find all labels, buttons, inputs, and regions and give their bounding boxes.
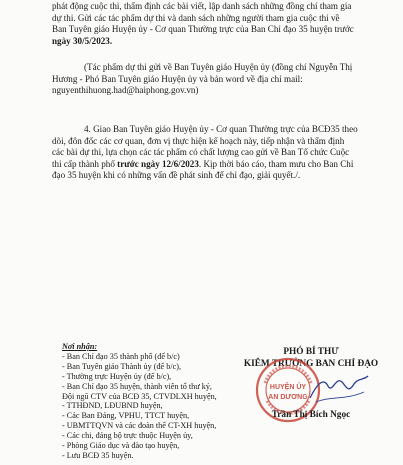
recipient-item: - UBMTTQVN và các đoàn thể CT-XH huyện, (62, 421, 217, 431)
recipient-item: - TTHĐND, LĐUBND huyện, (62, 401, 163, 411)
item4-paragraph (0, 124, 403, 182)
recipient-item: - Phòng Giáo dục và đào tạo huyện, (62, 441, 180, 451)
intro-deadline: ngày 30/5/2023. (52, 35, 113, 46)
contact-email-link[interactable]: nguyenthihuong.had@haiphong.gov.vn) (52, 85, 199, 96)
recipient-item: - Các chi, đảng bộ trực thuộc Huyện ủy, (62, 431, 193, 441)
svg-text:AN DƯƠNG: AN DƯƠNG (268, 394, 308, 401)
recipient-item: Đội ngũ CTV của BCĐ 35, CTVDLXH huyện, (62, 391, 217, 401)
signer-position: PHÓ BÍ THƯ (283, 347, 339, 357)
item4-line-4-pre: thi cấp thành phố (52, 158, 118, 169)
recipient-item: - Thường trực Huyện ủy (để b/c), (62, 371, 172, 381)
intro-paragraph (0, 1, 403, 47)
recipients-title: Nơi nhận: (62, 342, 98, 351)
recipient-item: - Các Ban Đảng, VPHU, TTCT huyện, (62, 411, 190, 421)
recipient-item: - Ban Chỉ đạo 35 thành phố (để b/c) (62, 351, 180, 361)
svg-text:HUYỆN ỦY: HUYỆN ỦY (269, 384, 307, 391)
item4-deadline: trước ngày 12/6/2023 (117, 158, 199, 169)
item4-line-1: 4. Giao Ban Tuyên giáo Huyện ủy - Cơ quan Thường trực của BCĐ35 theo (84, 124, 358, 134)
contact-line-2: Hương - Phó Ban Tuyên giáo Huyện ủy và bản word về địa chỉ mail: (52, 73, 303, 84)
item4-line-4-post: . Kịp thời báo cáo, tham mưu cho Ban Chỉ (198, 158, 354, 169)
recipient-item: - Lưu BCĐ 35 huyện. (62, 450, 134, 460)
recipient-item: - Ban Tuyên giáo Thành ủy (để b/c), (62, 361, 182, 371)
contact-paragraph (0, 62, 403, 97)
intro-line-1: phát động cuộc thi, thẩm định các bài viết, lập danh sách những đồng chí tham gia (52, 1, 352, 11)
intro-line-3: Ban Tuyên giáo Huyện ủy - Cơ quan Thường trực của Ban Chỉ đạo 35 huyện trước (52, 24, 354, 35)
handwritten-signature (306, 372, 372, 406)
recipient-item: - Ban Chỉ đạo 35 huyện, thành viên tổ thư ký, (62, 381, 212, 391)
item4-line-5: đạo 35 huyện khi có những vấn đề phát sinh để chỉ đạo, giải quyết./. (52, 170, 301, 181)
recipients-block (62, 342, 252, 461)
contact-line-1: (Tác phẩm dự thi gửi về Ban Tuyên giáo Huyện ủy (đồng chí Nguyễn Thị (84, 62, 353, 72)
signer-role: KIÊM TRƯỞNG BAN CHỈ ĐẠO (243, 359, 379, 369)
item4-line-2: dõi, đôn đốc các cơ quan, đơn vị thực hiện kế hoạch này, tiếp nhận và thẩm định (52, 135, 345, 146)
item4-line-3: các bài dự thi, lựa chọn các tác phẩm có chất lượng cao gửi về Ban Tổ chức Cuộc (52, 147, 350, 158)
signer-name: Trần Thị Bích Ngọc (271, 410, 351, 420)
intro-line-2: dự thi. Gửi các tác phẩm dự thi và danh sách những người tham gia cuộc thi về (52, 12, 340, 23)
item4-line-4 (0, 159, 403, 171)
